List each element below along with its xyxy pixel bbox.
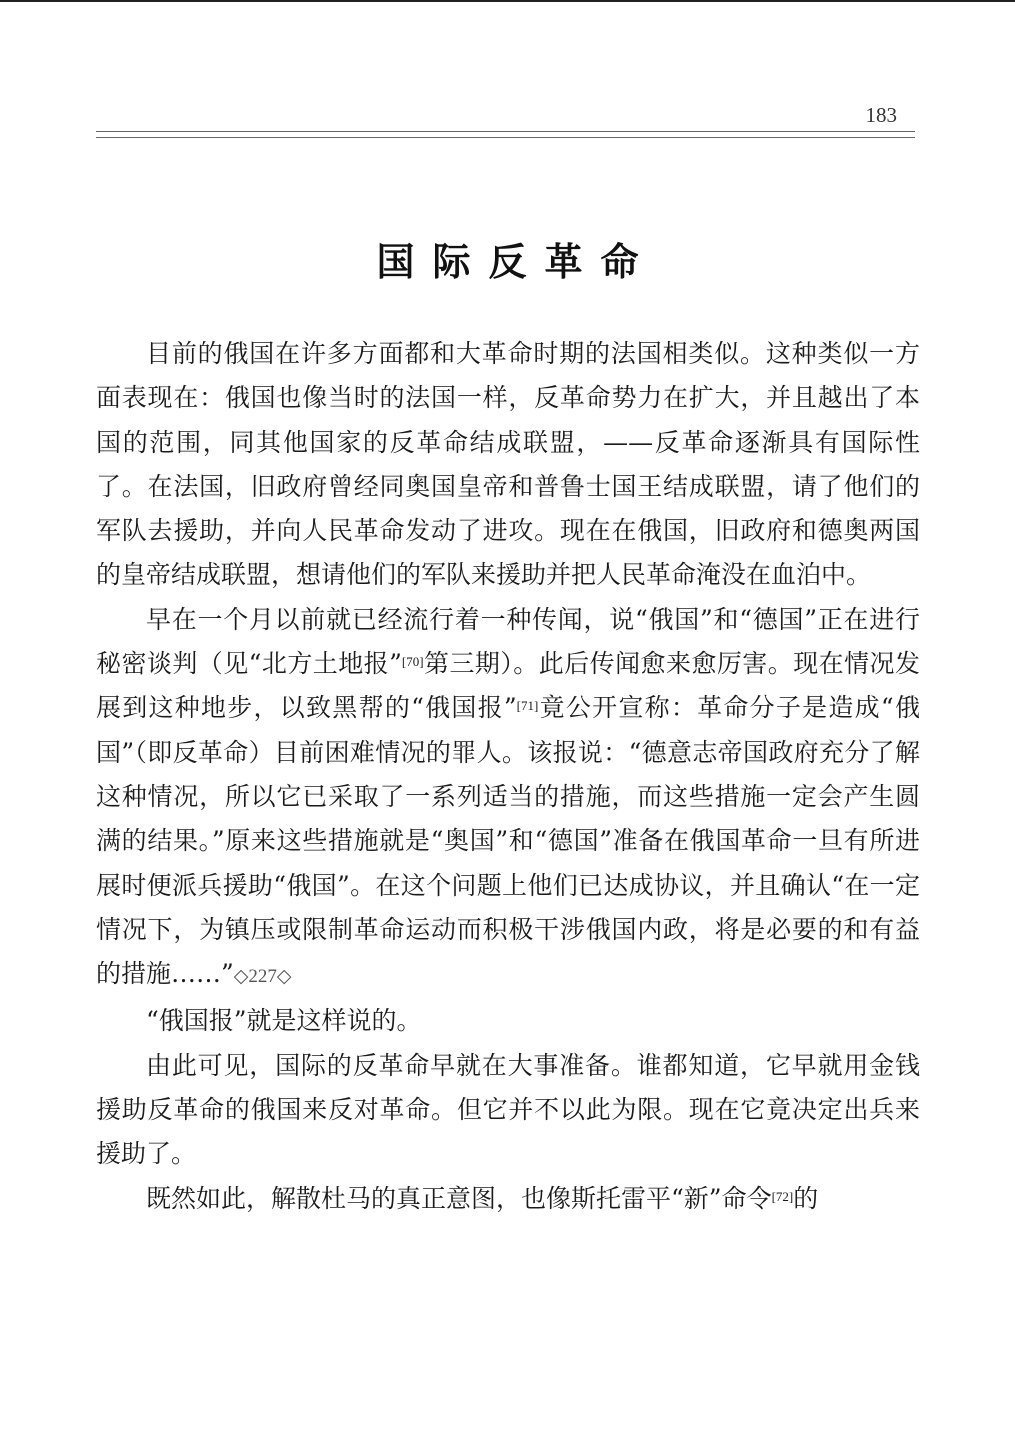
paragraph-text: 由此可见，国际的反革命早就在大事准备。谁都知道，它早就用金钱援助反革命的俄国来反对革命。但它并不以此为限。现在它竟决定出兵来援助了。 [96, 1050, 920, 1169]
body-text [96, 332, 920, 1221]
original-page-marker: ◇227◇ [233, 966, 292, 988]
paragraph-text: 竟公开宣称：革命分子是造成“俄国”（即反革命）目前困难情况的罪人。该报说：“德意志帝国政府充分了解这种情况，所以它已采取了一系列适当的措施，而这些措施一定会产生圆满的结果。”原来这些措施就是“奥国”和“德国”准备在俄国革命一旦有所进展时便派兵援助“俄国”。在这个问题上他们已达成协议，并且确认“在一定情况下，为镇压或限制革命运动而积极干涉俄国内政，将是必要的和有益的措施……” [96, 693, 920, 989]
header-rule [96, 131, 915, 132]
footnote-ref: [72] [771, 1188, 794, 1204]
top-border [0, 0, 1015, 2]
paragraph [96, 999, 920, 1043]
paragraph [96, 1177, 920, 1221]
footnote-ref: [71] [516, 698, 539, 714]
paragraph-text: “俄国报”就是这样说的。 [146, 1006, 422, 1036]
chapter-title: 国际反革命 [376, 240, 657, 284]
paragraph-text: 早在一个月以前就已经流行着一种传闻，说“俄国”和“德国”正在进行秘密谈判（见“北方土地报” [96, 604, 920, 679]
paragraph-text: 目前的俄国在许多方面都和大革命时期的法国相类似。这种类似一方面表现在：俄国也像当时的法国一样，反革命势力在扩大，并且越出了本国的范围，同其他国家的反革命结成联盟，——反革命逐渐具有国际性了。在法国，旧政府曾经同奥国皇帝和普鲁士国王结成联盟，请了他们的军队去援助，并向人民革命发动了进攻。现在在俄国，旧政府和德奥两国的皇帝结成联盟，想请他们的军队来援助并把人民革命淹没在血泊中。 [96, 339, 920, 590]
paragraph-text: 既然如此，解散杜马的真正意图，也像斯托雷平“新”命令 [146, 1183, 772, 1213]
paragraph [96, 332, 920, 598]
paragraph-text: 的 [793, 1183, 819, 1213]
footnote-ref: [70] [401, 654, 424, 670]
paragraph-text: 第三期）。此后传闻愈来愈厉害。现在情况发展到这种地步，以致黑帮的“俄国报” [96, 649, 920, 723]
paragraph [96, 598, 920, 1000]
page-number: 183 [865, 103, 897, 127]
header-rule-double [96, 137, 915, 138]
paragraph [96, 1044, 920, 1177]
